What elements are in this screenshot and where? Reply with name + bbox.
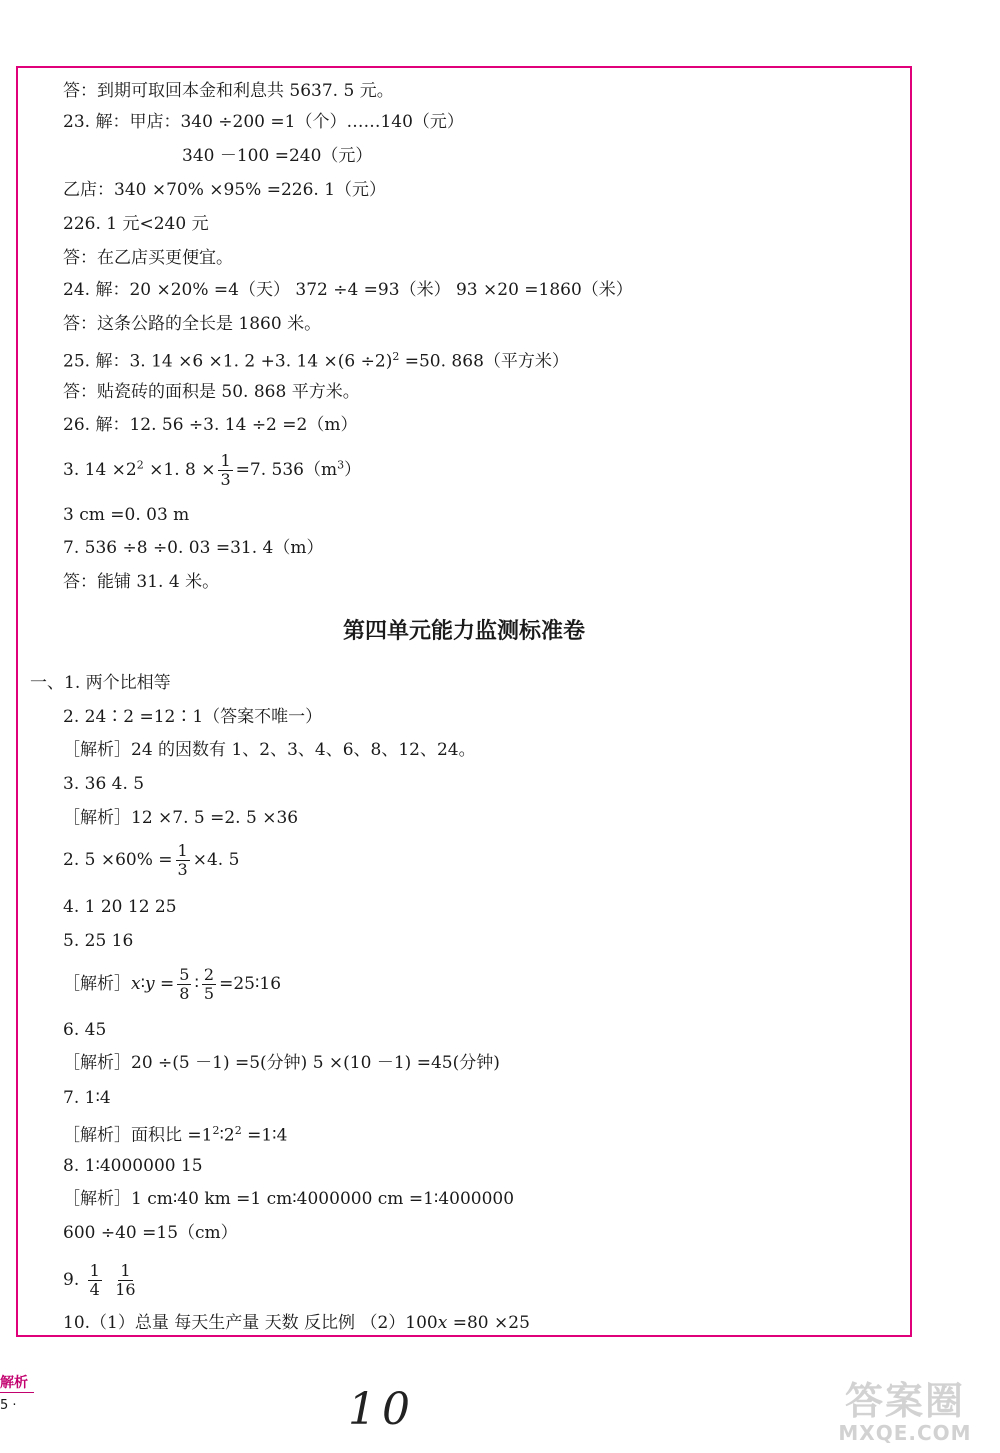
item-2: 2. 24∶2 =12∶1（答案不唯一） (63, 707, 323, 727)
q25-result: =50. 868（平方米） (399, 351, 569, 372)
item-5-analysis (63, 966, 281, 1003)
watermark-url: MXQE.COM (838, 1421, 972, 1445)
fraction (202, 966, 216, 1003)
q23-line: 340 －100 =240（元） (182, 146, 373, 166)
item-8-analysis: ［解析］1 cm∶40 km =1 cm∶4000000 cm =1∶4000000 (63, 1189, 515, 1209)
exponent: 2 (212, 1124, 220, 1137)
fraction (88, 1262, 102, 1299)
q26-expr: ×1. 8 × (143, 460, 216, 480)
handwritten-page-number: 10 (348, 1384, 416, 1435)
fraction-denominator: 3 (177, 860, 188, 879)
fraction-denominator: 5 (203, 984, 215, 1003)
item-1: 一、1. 两个比相等 (30, 673, 171, 693)
section-title: 第四单元能力监测标准卷 (342, 619, 585, 644)
q25-exponent: 2 (392, 350, 400, 363)
q26-line (63, 452, 361, 489)
fraction-numerator: 1 (89, 1261, 100, 1280)
q26-exponent: 2 (136, 458, 144, 472)
fraction-numerator: 2 (203, 965, 215, 984)
q24-line: 24. 解：20 ×20% =4（天） 372 ÷4 =93（米） 93 ×20 =1860（米） (63, 280, 633, 300)
item-7: 7. 1∶4 (63, 1088, 111, 1108)
item-9 (63, 1262, 141, 1299)
expr: =1∶4 (241, 1125, 288, 1146)
q23-line: 乙店：340 ×70% ×95% =226. 1（元） (63, 180, 387, 200)
fraction-numerator: 5 (179, 965, 190, 984)
item-number: 9. (63, 1270, 80, 1290)
expr: =25∶16 (219, 974, 282, 994)
item-7-analysis (63, 1120, 287, 1147)
item-10 (63, 1312, 530, 1334)
q23-answer: 答：在乙店买更便宜。 (63, 248, 233, 268)
fraction (177, 966, 191, 1003)
expr: 2. 5 ×60% = (63, 850, 173, 870)
analysis-label: ［解析］ (63, 974, 131, 994)
q25-expr: 25. 解：3. 14 ×6 ×1. 2 +3. 14 ×(6 ÷2) (63, 351, 393, 372)
fraction-denominator: 4 (89, 1280, 100, 1299)
answer-text: 答：到期可取回本金和利息共 5637. 5 元。 (63, 81, 394, 101)
fraction-denominator: 8 (179, 984, 190, 1003)
item-8: 8. 1∶4000000 15 (63, 1156, 203, 1176)
equals: = (154, 974, 175, 994)
q26-line: 26. 解：12. 56 ÷3. 14 ÷2 =2（m） (63, 415, 358, 435)
expr: ×4. 5 (192, 850, 240, 870)
item-8-calc: 600 ÷40 =15（cm） (63, 1223, 238, 1243)
fraction-numerator: 1 (120, 1261, 131, 1280)
q26-expr: ） (344, 460, 362, 480)
page-number: 5 · (0, 1398, 17, 1413)
expr: ［解析］面积比 =1 (63, 1125, 213, 1146)
watermark-logo (815, 1380, 995, 1450)
item-3-analysis-line2 (63, 842, 239, 879)
var-x: x (131, 974, 141, 994)
exponent: 2 (234, 1124, 242, 1137)
var-x: x (437, 1313, 448, 1333)
item-4: 4. 1 20 12 25 (63, 897, 177, 917)
item-3: 3. 36 4. 5 (63, 774, 145, 794)
var-y: y (145, 974, 155, 994)
item-6: 6. 45 (63, 1020, 107, 1040)
footer-rule (0, 1392, 34, 1393)
item-5: 5. 25 16 (63, 931, 134, 951)
fraction (176, 842, 190, 879)
fraction-numerator: 1 (220, 451, 231, 470)
q26-line: 3 cm =0. 03 m (63, 505, 190, 525)
fraction-denominator: 16 (115, 1280, 136, 1299)
fraction (113, 1262, 137, 1299)
item-3-analysis: ［解析］12 ×7. 5 =2. 5 ×36 (63, 808, 299, 828)
watermark-text: 答案圈 (844, 1379, 965, 1423)
expr: =80 ×25 (447, 1313, 530, 1333)
q23-line: 23. 解：甲店：340 ÷200 =1（个）……140（元） (63, 112, 464, 132)
q26-expr: =7. 536（m (235, 460, 338, 480)
fraction-denominator: 3 (220, 470, 231, 489)
q26-line: 7. 536 ÷8 ÷0. 03 =31. 4（m） (63, 538, 324, 558)
expr: ∶2 (219, 1125, 235, 1146)
q25-answer: 答：贴瓷砖的面积是 50. 868 平方米。 (63, 382, 360, 402)
q25-line (63, 346, 569, 373)
q26-exponent: 3 (337, 458, 345, 472)
fraction (218, 452, 232, 489)
colon: ∶ (140, 974, 146, 994)
item-2-analysis: ［解析］24 的因数有 1、2、3、4、6、8、12、24。 (63, 740, 476, 760)
item-6-analysis: ［解析］20 ÷(5 －1) =5(分钟) 5 ×(10 －1) =45(分钟) (63, 1053, 500, 1073)
q24-answer: 答：这条公路的全长是 1860 米。 (63, 314, 322, 334)
q23-line: 226. 1 元<240 元 (63, 214, 209, 234)
expr: 10.（1）总量 每天生产量 天数 反比例 （2）100 (63, 1313, 438, 1333)
colon: ∶ (194, 974, 199, 994)
footer-label: 解析 (0, 1375, 28, 1391)
fraction-numerator: 1 (177, 841, 188, 860)
q26-answer: 答：能铺 31. 4 米。 (63, 572, 220, 592)
q26-expr: 3. 14 ×2 (63, 460, 137, 480)
